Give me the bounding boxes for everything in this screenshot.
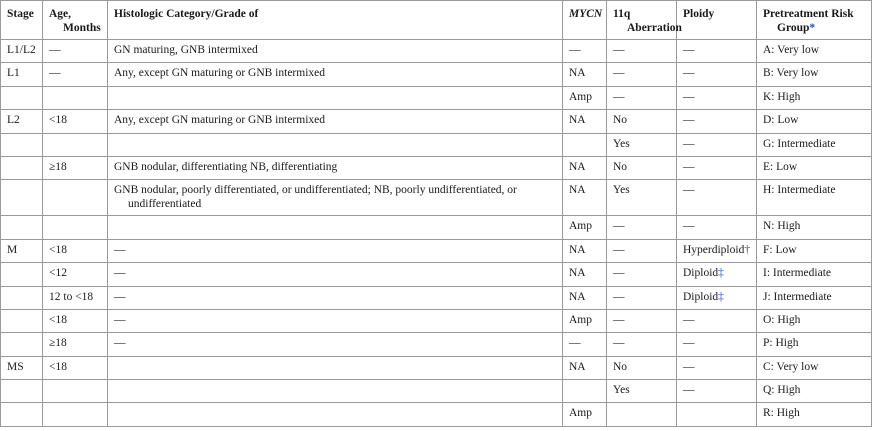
cell-stage	[1, 263, 43, 286]
cell-mycn: NA	[563, 110, 607, 133]
cell-age	[43, 86, 108, 109]
table-row	[1, 63, 872, 86]
cell-stage	[1, 333, 43, 356]
header-stage: Stage	[1, 1, 43, 40]
cell-mycn: NA	[563, 356, 607, 379]
cell-mycn: Amp	[563, 403, 607, 426]
cell-risk: F: Low	[757, 239, 872, 262]
cell-age	[43, 380, 108, 403]
cell-stage	[1, 286, 43, 309]
cell-histo	[108, 216, 563, 239]
cell-ploidy: Hyperdiploid†	[677, 239, 757, 262]
table-row	[1, 333, 872, 356]
cell-mycn: NA	[563, 180, 607, 216]
cell-risk: D: Low	[757, 110, 872, 133]
cell-aberration: No	[607, 156, 677, 179]
table-row	[1, 356, 872, 379]
cell-stage	[1, 380, 43, 403]
cell-histo	[108, 403, 563, 426]
cell-histo: GN maturing, GNB intermixed	[108, 40, 563, 63]
cell-histo: —	[108, 309, 563, 332]
cell-histo	[108, 86, 563, 109]
footnote-marker-asterisk[interactable]: *	[809, 22, 816, 34]
cell-mycn: —	[563, 333, 607, 356]
cell-ploidy: —	[677, 40, 757, 63]
header-risk-group: Pretreatment Risk Group*	[757, 1, 872, 40]
cell-stage	[1, 403, 43, 426]
cell-age	[43, 180, 108, 216]
table-header	[1, 1, 872, 40]
table-row	[1, 286, 872, 309]
cell-aberration: No	[607, 110, 677, 133]
cell-age: <18	[43, 356, 108, 379]
cell-aberration: —	[607, 239, 677, 262]
cell-ploidy: —	[677, 156, 757, 179]
cell-stage	[1, 86, 43, 109]
cell-ploidy: —	[677, 133, 757, 156]
cell-mycn: NA	[563, 286, 607, 309]
cell-histo: Any, except GN maturing or GNB intermixed	[108, 63, 563, 86]
cell-ploidy: —	[677, 356, 757, 379]
cell-aberration: —	[607, 63, 677, 86]
cell-ploidy: Diploid‡	[677, 286, 757, 309]
cell-ploidy: —	[677, 180, 757, 216]
cell-aberration	[607, 403, 677, 426]
cell-ploidy: —	[677, 309, 757, 332]
cell-stage: L1	[1, 63, 43, 86]
cell-risk: J: Intermediate	[757, 286, 872, 309]
table-row	[1, 380, 872, 403]
cell-stage: MS	[1, 356, 43, 379]
cell-mycn	[563, 380, 607, 403]
cell-histo	[108, 133, 563, 156]
cell-histo: —	[108, 286, 563, 309]
table-body	[1, 40, 872, 427]
cell-risk: N: High	[757, 216, 872, 239]
cell-ploidy: —	[677, 110, 757, 133]
cell-mycn	[563, 133, 607, 156]
cell-risk: E: Low	[757, 156, 872, 179]
cell-risk: C: Very low	[757, 356, 872, 379]
cell-age: —	[43, 63, 108, 86]
cell-ploidy: —	[677, 86, 757, 109]
cell-risk: R: High	[757, 403, 872, 426]
cell-stage: L2	[1, 110, 43, 133]
table-row	[1, 156, 872, 179]
cell-mycn: Amp	[563, 309, 607, 332]
cell-histo	[108, 380, 563, 403]
cell-stage	[1, 180, 43, 216]
cell-histo	[108, 356, 563, 379]
table-row	[1, 403, 872, 426]
table-row	[1, 133, 872, 156]
cell-age	[43, 133, 108, 156]
cell-aberration: Yes	[607, 133, 677, 156]
cell-risk: H: Intermediate	[757, 180, 872, 216]
table-row	[1, 40, 872, 63]
cell-risk: I: Intermediate	[757, 263, 872, 286]
cell-histo: —	[108, 263, 563, 286]
cell-aberration: —	[607, 40, 677, 63]
cell-age: —	[43, 40, 108, 63]
cell-histo: Any, except GN maturing or GNB intermixed	[108, 110, 563, 133]
cell-ploidy: —	[677, 333, 757, 356]
cell-mycn: Amp	[563, 216, 607, 239]
cell-aberration: —	[607, 309, 677, 332]
table-row	[1, 180, 872, 216]
cell-histo: GNB nodular, differentiating NB, differentiating	[108, 156, 563, 179]
cell-age: <18	[43, 239, 108, 262]
cell-mycn: NA	[563, 156, 607, 179]
table-row	[1, 239, 872, 262]
cell-aberration: —	[607, 333, 677, 356]
cell-stage	[1, 216, 43, 239]
cell-aberration: Yes	[607, 380, 677, 403]
header-histologic-category: Histologic Category/Grade of	[108, 1, 563, 40]
header-mycn: MYCN	[563, 1, 607, 40]
header-age: Age, Months	[43, 1, 108, 40]
cell-risk: A: Very low	[757, 40, 872, 63]
cell-histo: —	[108, 333, 563, 356]
table-row	[1, 110, 872, 133]
cell-mycn: NA	[563, 63, 607, 86]
cell-age: <12	[43, 263, 108, 286]
cell-mycn: NA	[563, 263, 607, 286]
header-row	[1, 1, 872, 40]
cell-ploidy: —	[677, 63, 757, 86]
cell-age: ≥18	[43, 333, 108, 356]
cell-age: 12 to <18	[43, 286, 108, 309]
header-ploidy: Ploidy	[677, 1, 757, 40]
cell-age: ≥18	[43, 156, 108, 179]
cell-age: <18	[43, 110, 108, 133]
cell-aberration: —	[607, 86, 677, 109]
cell-risk: G: Intermediate	[757, 133, 872, 156]
footnote-marker-double-dagger[interactable]: ‡	[718, 290, 724, 303]
cell-risk: B: Very low	[757, 63, 872, 86]
cell-ploidy	[677, 403, 757, 426]
cell-aberration: —	[607, 286, 677, 309]
cell-ploidy: Diploid‡	[677, 263, 757, 286]
cell-ploidy: —	[677, 380, 757, 403]
cell-stage	[1, 156, 43, 179]
cell-aberration: Yes	[607, 180, 677, 216]
cell-risk: Q: High	[757, 380, 872, 403]
cell-mycn: Amp	[563, 86, 607, 109]
cell-histo: GNB nodular, poorly differentiated, or undifferentiated; NB, poorly undifferentiated, or undifferentiated	[108, 180, 563, 216]
header-11q-aberration: 11q Aberration	[607, 1, 677, 40]
cell-stage	[1, 309, 43, 332]
table-row	[1, 309, 872, 332]
cell-age	[43, 216, 108, 239]
cell-aberration: —	[607, 216, 677, 239]
cell-stage	[1, 133, 43, 156]
cell-risk: P: High	[757, 333, 872, 356]
table-row	[1, 263, 872, 286]
cell-risk: O: High	[757, 309, 872, 332]
cell-age: <18	[43, 309, 108, 332]
cell-risk: K: High	[757, 86, 872, 109]
cell-histo: —	[108, 239, 563, 262]
cell-stage: L1/L2	[1, 40, 43, 63]
table-row	[1, 216, 872, 239]
footnote-marker-dagger[interactable]: †	[744, 243, 751, 256]
cell-aberration: No	[607, 356, 677, 379]
cell-stage: M	[1, 239, 43, 262]
cell-age	[43, 403, 108, 426]
footnote-marker-double-dagger[interactable]: ‡	[718, 267, 724, 280]
cell-mycn: NA	[563, 239, 607, 262]
cell-ploidy: —	[677, 216, 757, 239]
cell-mycn: —	[563, 40, 607, 63]
cell-aberration: —	[607, 263, 677, 286]
table-row	[1, 86, 872, 109]
